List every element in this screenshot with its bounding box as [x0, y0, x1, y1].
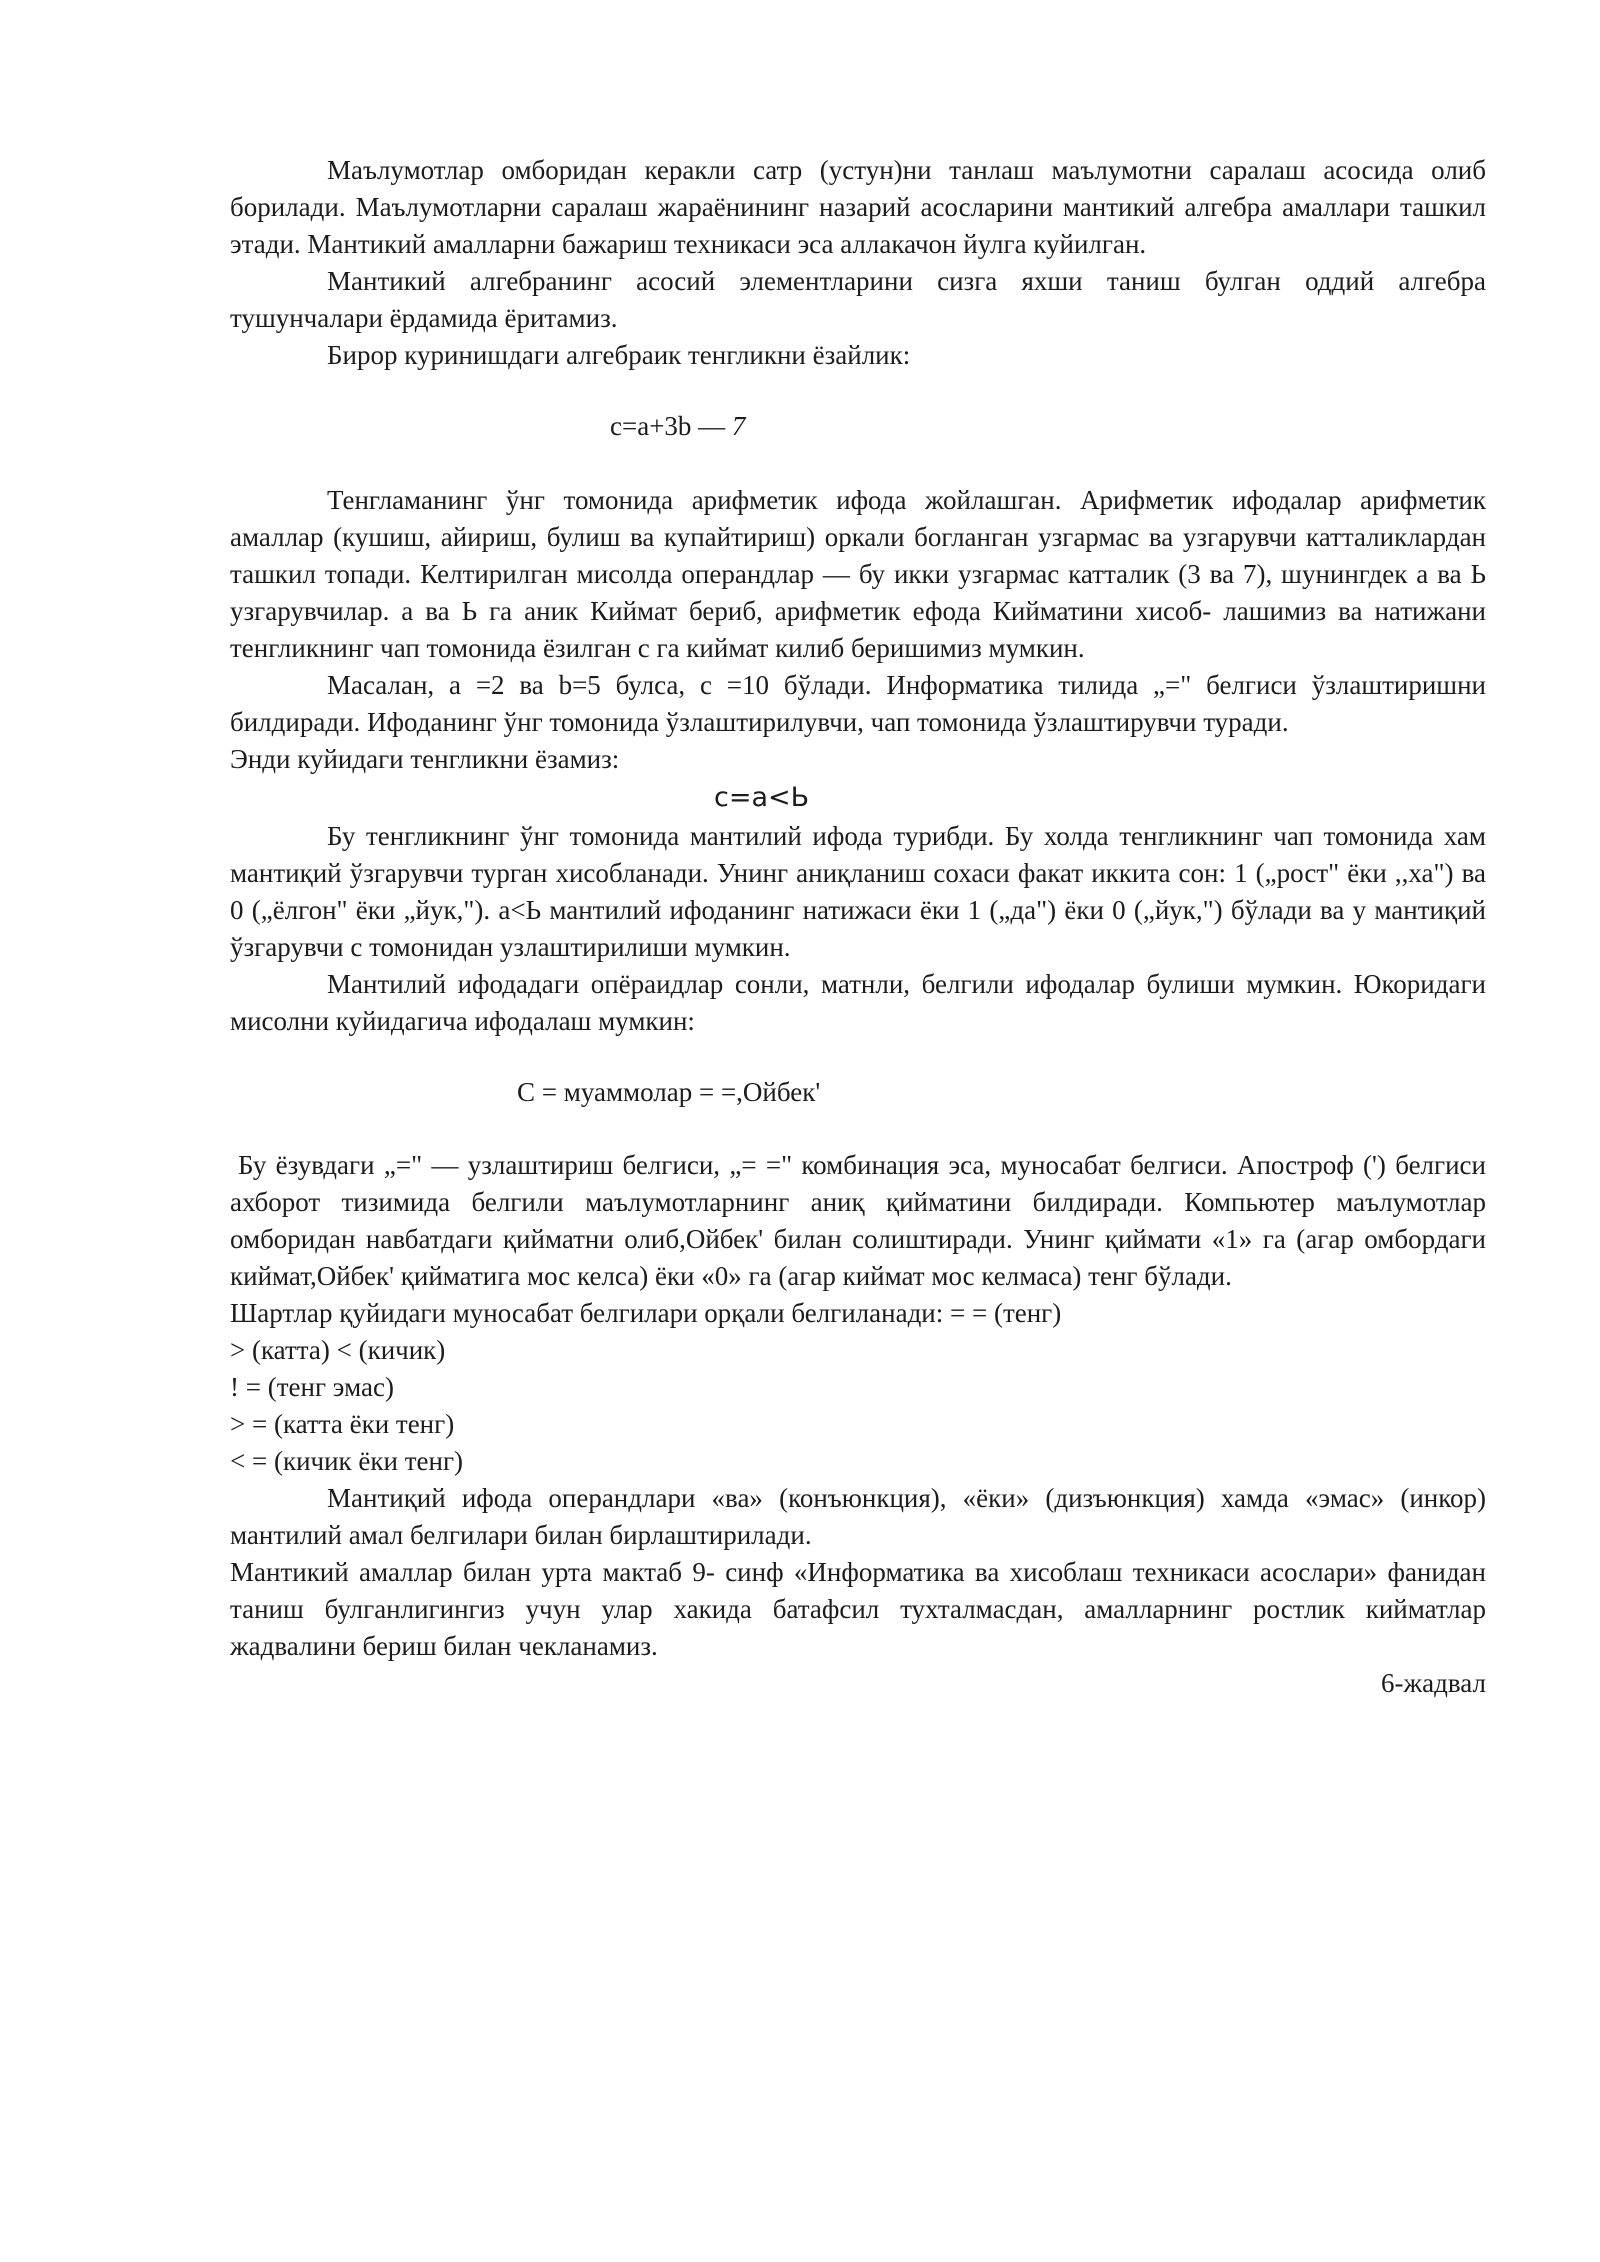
- formula-algebraic: [230, 408, 1486, 445]
- paragraph-10: Шартлар қуйидаги муносабат белгилари орқали белгиланади: = = (тенг): [230, 1298, 1062, 1328]
- paragraph-7: Бу тенгликнинг ўнг томонида мантилий ифода турибди. Бу холда тенгликнинг чап томонида хам мантиқий ўзгарувчи турган хисобланади. Унинг аниқланиш сохаси факат иккита сон: 1 („рост" ёки ,,ха") ва 0 („ёлгон" ёки „йук,"). а<Ь мантилий ифоданинг натижаси ёки 1 („да") ёки 0 („йук,") бўлади ва у мантиқий ўзгарувчи с томонидан узлаштирилиши мумкин.: [230, 821, 1486, 962]
- relation-not-equal: ! = (тенг эмас): [230, 1372, 394, 1402]
- paragraph-2: Мантикий алгебранинг асосий элементларини сизга яхши таниш булган оддий алгебра тушунчалари ёрдамида ёритамиз.: [230, 266, 1486, 333]
- paragraph-1: Маълумотлар омборидан керакли сатр (устун)ни танлаш маълумотни саралаш асосида олиб борилади. Маълумотларни саралаш жараёнининг назарий асосларини мантикий алгебра амаллари ташкил этади. Мантикий амалларни бажариш техникаси эса аллакачон йулга куйилган.: [230, 155, 1486, 259]
- paragraph-6: Энди куйидаги тенгликни ёзамиз:: [230, 744, 620, 774]
- formula-logical: c=a<Ь: [714, 782, 810, 813]
- table-caption: 6-жадвал: [1381, 1668, 1486, 1698]
- paragraph-12: Мантикий амаллар билан урта мактаб 9- синф «Информатика ва хисоблаш техникаси асослари» фанидан таниш булганлигингиз учун улар хакида батафсил тухталмасдан, амалларнинг ростлик кийматлар жадвалини бериш билан чекланамиз.: [230, 1557, 1486, 1661]
- relation-greater-less: > (катта) < (кичик): [230, 1335, 446, 1365]
- formula-algebraic-constant: 7: [731, 411, 746, 441]
- paragraph-5: Масалан, а =2 ва b=5 булса, с =10 бўлади. Информатика тилида „=" белгиси ўзлаштиришни билдиради. Ифоданинг ўнг томонида ўзлаштирилувчи, чап томонида ўзлаштирувчи туради.: [230, 670, 1486, 737]
- paragraph-3: Бирор куринишдаги алгебраик тенгликни ёзайлик:: [327, 340, 911, 370]
- relation-greater-equal: > = (катта ёки тенг): [230, 1409, 455, 1439]
- document-page: [230, 152, 1486, 1702]
- paragraph-9: Бу ёзувдаги „=" — узлаштириш белгиси, „= =" комбинация эса, муносабат белгиси. Апостроф (') белгиси ахборот тизимида белгили маълумотларнинг аниқ қийматини билдиради. Компьютер маълумотлар омборидан навбатдаги қийматни олиб,Ойбек' билан солиштиради. Унинг қиймати «1» га (агар омбордаги киймат,Ойбек' қийматига мос келса) ёки «0» га (агар киймат мос келмаса) тенг бўлади.: [230, 1150, 1486, 1291]
- paragraph-11: Мантиқий ифода операндлари «ва» (конъюнкция), «ёки» (дизъюнкция) хамда «эмас» (инкор) мантилий амал белгилари билан бирлаштирилади.: [230, 1483, 1486, 1550]
- paragraph-4: Тенгламанинг ўнг томонида арифметик ифода жойлашган. Арифметик ифодалар арифметик амаллар (кушиш, айириш, булиш ва купайтириш) оркали богланган узгармас ва узгарувчи катталиклардан ташкил топади. Келтирилган мисолда операндлар — бу икки узгармас катталик (3 ва 7), шунингдек а ва Ь узгарувчилар. а ва Ь га аник Киймат бериб, арифметик ефода Кийматини хисоб- лашимиз ва натижани тенгликнинг чап томонида ёзилган с га киймат килиб беришимиз мумкин.: [230, 485, 1486, 663]
- relation-less-equal: < = (кичик ёки тенг): [230, 1446, 464, 1476]
- formula-comparison: С = муаммолар = =,Ойбек': [517, 1077, 821, 1107]
- paragraph-8: Мантилий ифодадаги опёраидлар сонли, матнли, белгили ифодалар булиши мумкин. Юкоридаги мисолни куйидагича ифодалаш мумкин:: [230, 969, 1486, 1036]
- formula-algebraic-main: c=a+3b —: [610, 411, 732, 441]
